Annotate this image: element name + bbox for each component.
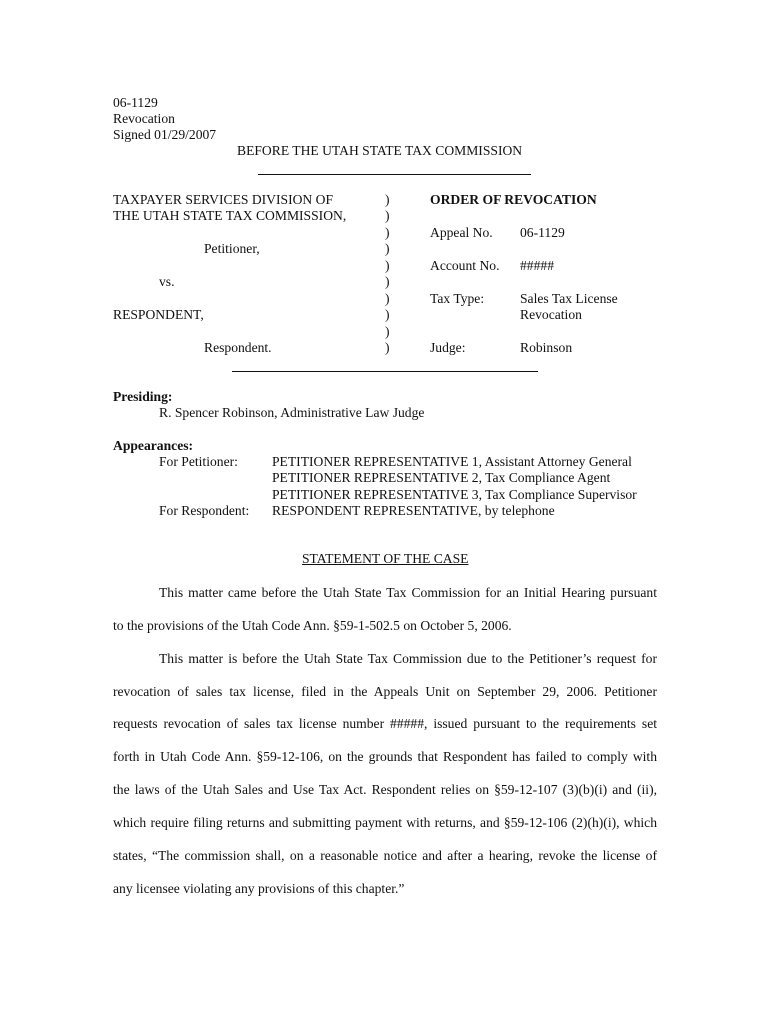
paragraph-text: states, “The commission shall, on a reasonable notice and after a hearing, revoke the license of — [113, 848, 657, 863]
paragraph-text: This matter is before the Utah State Tax Commission due to the Petitioner’s request for — [159, 651, 657, 666]
caption-bracket: ) — [385, 241, 390, 256]
tax-type-value: Sales Tax License — [520, 291, 618, 306]
paragraph-text: any licensee violating any provisions of this chapter.” — [113, 881, 405, 896]
section-heading: STATEMENT OF THE CASE — [302, 551, 469, 566]
petitioner-name-line1: TAXPAYER SERVICES DIVISION OF — [113, 192, 334, 207]
paragraph-line — [159, 585, 657, 601]
paragraph-text: to the provisions of the Utah Code Ann. §59-1-502.5 on October 5, 2006. — [113, 618, 512, 633]
tax-type-label: Tax Type: — [430, 291, 485, 306]
title-divider — [258, 174, 531, 175]
respondent-role: Respondent. — [204, 340, 272, 355]
for-petitioner-label: For Petitioner: — [159, 454, 238, 469]
tax-type-value-cont: Revocation — [520, 307, 582, 322]
appeal-label: Appeal No. — [430, 225, 493, 240]
presiding-judge: R. Spencer Robinson, Administrative Law Judge — [159, 405, 425, 420]
judge-value: Robinson — [520, 340, 573, 355]
paragraph-line — [113, 716, 657, 732]
account-label: Account No. — [430, 258, 500, 273]
caption-bracket: ) — [385, 291, 390, 306]
appearances-label: Appearances: — [113, 438, 194, 453]
paragraph-text: revocation of sales tax license, filed in the Appeals Unit on September 29, 2006. Petitioner — [113, 684, 657, 699]
petitioner-representative: PETITIONER REPRESENTATIVE 3, Tax Compliance Supervisor — [272, 487, 637, 502]
petitioner-representative: PETITIONER REPRESENTATIVE 2, Tax Compliance Agent — [272, 470, 611, 485]
presiding-label: Presiding: — [113, 389, 173, 404]
caption-bracket: ) — [385, 340, 390, 355]
page-title: BEFORE THE UTAH STATE TAX COMMISSION — [237, 143, 523, 158]
petitioner-role: Petitioner, — [204, 241, 260, 256]
paragraph-text: This matter came before the Utah State Tax Commission for an Initial Hearing pursuant — [159, 585, 657, 600]
caption-bracket: ) — [385, 208, 390, 223]
for-respondent-label: For Respondent: — [159, 503, 250, 518]
paragraph-line — [113, 618, 512, 634]
caption-bracket: ) — [385, 225, 390, 240]
paragraph-text: forth in Utah Code Ann. §59-12-106, on the grounds that Respondent has failed to comply with — [113, 749, 657, 764]
paragraph-text: which require filing returns and submitting payment with returns, and §59-12-106 (2)(h)(i), which — [113, 815, 657, 830]
case-number: 06-1129 — [113, 95, 158, 110]
appeal-value: 06-1129 — [520, 225, 565, 240]
signed-date: Signed 01/29/2007 — [113, 127, 217, 142]
respondent-representative: RESPONDENT REPRESENTATIVE, by telephone — [272, 503, 555, 518]
judge-label: Judge: — [430, 340, 466, 355]
paragraph-line — [113, 881, 404, 897]
respondent-name: RESPONDENT, — [113, 307, 204, 322]
caption-bracket: ) — [385, 274, 390, 289]
petitioner-name-line2: THE UTAH STATE TAX COMMISSION, — [113, 208, 347, 223]
order-title: ORDER OF REVOCATION — [430, 192, 597, 207]
paragraph-line — [113, 782, 657, 798]
caption-bracket: ) — [385, 324, 390, 339]
paragraph-text: requests revocation of sales tax license number #####, issued pursuant to the requirements set — [113, 716, 657, 731]
caption-bracket: ) — [385, 258, 390, 273]
paragraph-line — [113, 815, 657, 831]
caption-bracket: ) — [385, 307, 390, 322]
caption-divider — [232, 371, 538, 372]
document-type: Revocation — [113, 111, 175, 126]
paragraph-line — [159, 651, 657, 667]
caption-bracket: ) — [385, 192, 390, 207]
paragraph-text: the laws of the Utah Sales and Use Tax Act. Respondent relies on §59-12-107 (3)(b)(i) and (ii), — [113, 782, 657, 797]
petitioner-representative: PETITIONER REPRESENTATIVE 1, Assistant Attorney General — [272, 454, 632, 469]
paragraph-line — [113, 684, 657, 700]
account-value: ##### — [520, 258, 554, 273]
versus: vs. — [159, 274, 175, 289]
paragraph-line — [113, 749, 657, 765]
paragraph-line — [113, 848, 657, 864]
